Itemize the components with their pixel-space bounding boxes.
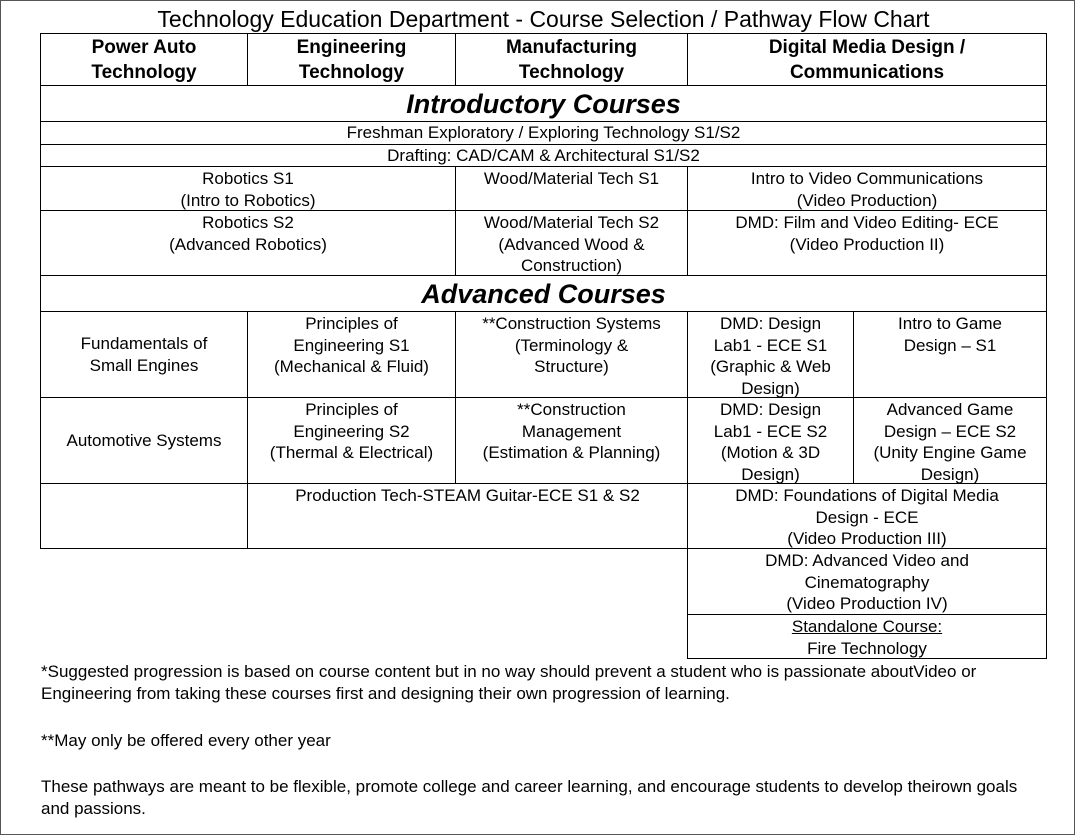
wood-material-s1 xyxy=(455,166,688,211)
intro-video-communications-line: Intro to Video Communications xyxy=(750,169,984,188)
note-flexible-pathways-line: These pathways are meant to be flexible, promote college and career learning, and encourage students to develop their xyxy=(41,777,941,796)
game-design-s1 xyxy=(853,311,1047,398)
robotics-s1-line: Robotics S1 xyxy=(202,169,294,188)
page-title: Technology Education Department - Course Selection / Pathway Flow Chart xyxy=(157,6,930,32)
header-dmd xyxy=(687,33,1047,86)
principles-engineering-s1-line: Principles of xyxy=(305,314,398,333)
small-engines-line: Small Engines xyxy=(89,355,199,375)
header-manufacturing-line: Manufacturing xyxy=(506,36,637,58)
principles-engineering-s2 xyxy=(247,397,456,484)
game-design-s2-line: Design – ECE S2 xyxy=(883,421,1017,441)
header-engineering-line: Engineering xyxy=(296,36,407,58)
wood-material-s2 xyxy=(455,210,688,276)
header-manufacturing xyxy=(455,33,688,86)
robotics-s1-line: (Intro to Robotics) xyxy=(180,190,316,210)
advanced-video-cinematography-line: DMD: Advanced Video and xyxy=(765,551,969,570)
wood-material-s2-line: Wood/Material Tech S2 xyxy=(483,213,660,232)
design-lab-s1-line: (Graphic & Web xyxy=(710,357,831,376)
production-tech-guitar xyxy=(247,483,688,549)
header-power-auto-line: Power Auto xyxy=(91,36,197,58)
foundations-digital-media xyxy=(687,483,1047,549)
note-flexible-pathways xyxy=(41,776,1041,820)
drafting-course: Drafting: CAD/CAM & Architectural S1/S2 xyxy=(40,144,1047,167)
construction-management xyxy=(455,397,688,484)
game-design-s1-line: Intro to Game xyxy=(898,314,1002,333)
construction-systems-line: Structure) xyxy=(534,357,609,376)
intro-video-communications-line: (Video Production) xyxy=(796,190,938,210)
design-lab-s1-line: Lab1 - ECE S1 xyxy=(713,335,828,355)
note-flexible-pathways-line: own goals and passions. xyxy=(41,777,1018,818)
principles-engineering-s2-line: Engineering S2 xyxy=(293,421,410,441)
small-engines xyxy=(40,311,248,398)
film-video-editing-line: (Video Production II) xyxy=(789,234,945,254)
game-design-s2-line: Advanced Game xyxy=(886,400,1014,419)
advanced-video-cinematography-line: (Video Production IV) xyxy=(786,594,948,613)
fire-technology: Fire Technology xyxy=(807,638,927,658)
header-power-auto-line: Technology xyxy=(91,61,197,83)
header-manufacturing-line: Technology xyxy=(518,61,625,83)
design-lab-s2-line: Design) xyxy=(741,464,800,484)
intro-video-communications xyxy=(687,166,1047,211)
robotics-s2-line: (Advanced Robotics) xyxy=(169,234,327,254)
design-lab-s1-line: Design) xyxy=(741,378,800,398)
game-design-s2-line: Design) xyxy=(920,464,980,484)
design-lab-s2 xyxy=(687,397,854,484)
wood-material-s1-line: Wood/Material Tech S1 xyxy=(483,169,660,188)
advanced-video-cinematography-line: Cinematography xyxy=(804,572,930,592)
standalone-course-cell xyxy=(687,614,1047,659)
robotics-s1 xyxy=(40,166,456,211)
note-suggested-progression xyxy=(41,661,1041,705)
advanced-heading: Advanced Courses xyxy=(40,275,1047,312)
empty-power-auto-cell xyxy=(40,483,248,549)
design-lab-s1-line: DMD: Design xyxy=(719,314,822,333)
header-engineering xyxy=(247,33,456,86)
wood-material-s2-line: (Advanced Wood & xyxy=(498,234,645,254)
film-video-editing-line: DMD: Film and Video Editing- ECE xyxy=(735,213,999,232)
robotics-s2 xyxy=(40,210,456,276)
automotive-systems xyxy=(40,397,248,484)
construction-management-line: (Estimation & Planning) xyxy=(482,443,661,462)
foundations-digital-media-line: DMD: Foundations of Digital Media xyxy=(735,486,999,505)
principles-engineering-s2-line: Principles of xyxy=(305,400,398,419)
principles-engineering-s1 xyxy=(247,311,456,398)
freshman-exploratory: Freshman Exploratory / Exploring Technology S1/S2 xyxy=(40,121,1047,145)
construction-management-line: Management xyxy=(521,421,622,441)
introductory-heading: Introductory Courses xyxy=(40,85,1047,122)
foundations-digital-media-line: (Video Production III) xyxy=(787,529,947,548)
design-lab-s1 xyxy=(687,311,854,398)
foundations-digital-media-line: Design - ECE xyxy=(815,507,919,527)
header-power-auto xyxy=(40,33,248,86)
header-dmd-line: Digital Media Design / xyxy=(768,36,966,58)
automotive-systems-line: Automotive Systems xyxy=(66,430,222,450)
robotics-s2-line: Robotics S2 xyxy=(202,213,294,232)
header-engineering-line: Technology xyxy=(298,61,405,83)
construction-systems-line: (Terminology & xyxy=(514,335,629,355)
standalone-course-label: Standalone Course: xyxy=(791,617,943,636)
design-lab-s2-line: Lab1 - ECE S2 xyxy=(713,421,828,441)
principles-engineering-s1-line: (Mechanical & Fluid) xyxy=(274,357,429,376)
advanced-video-cinematography xyxy=(687,548,1047,615)
note-suggested-progression-line: *Suggested progression is based on course content but in no way should prevent a student who is passionate about xyxy=(41,662,914,681)
design-lab-s2-line: DMD: Design xyxy=(719,400,822,419)
game-design-s2 xyxy=(853,397,1047,484)
game-design-s2-line: (Unity Engine Game xyxy=(873,443,1027,462)
header-dmd-line: Communications xyxy=(789,61,945,83)
construction-management-line: **Construction xyxy=(517,400,626,419)
game-design-s1-line: Design – S1 xyxy=(903,335,997,355)
construction-systems xyxy=(455,311,688,398)
design-lab-s2-line: (Motion & 3D xyxy=(720,443,821,462)
note-every-other-year: **May only be offered every other year xyxy=(41,731,331,750)
production-tech-guitar-line: Production Tech-STEAM Guitar-ECE S1 & S2 xyxy=(295,486,640,505)
note-suggested-progression-line: Video or Engineering from taking these courses first and designing their own progression of learning. xyxy=(41,662,977,703)
film-video-editing xyxy=(687,210,1047,276)
construction-systems-line: **Construction Systems xyxy=(482,314,661,333)
small-engines-line: Fundamentals of xyxy=(80,334,208,353)
principles-engineering-s2-line: (Thermal & Electrical) xyxy=(269,443,434,462)
wood-material-s2-line: Construction) xyxy=(520,256,623,275)
principles-engineering-s1-line: Engineering S1 xyxy=(293,335,410,355)
